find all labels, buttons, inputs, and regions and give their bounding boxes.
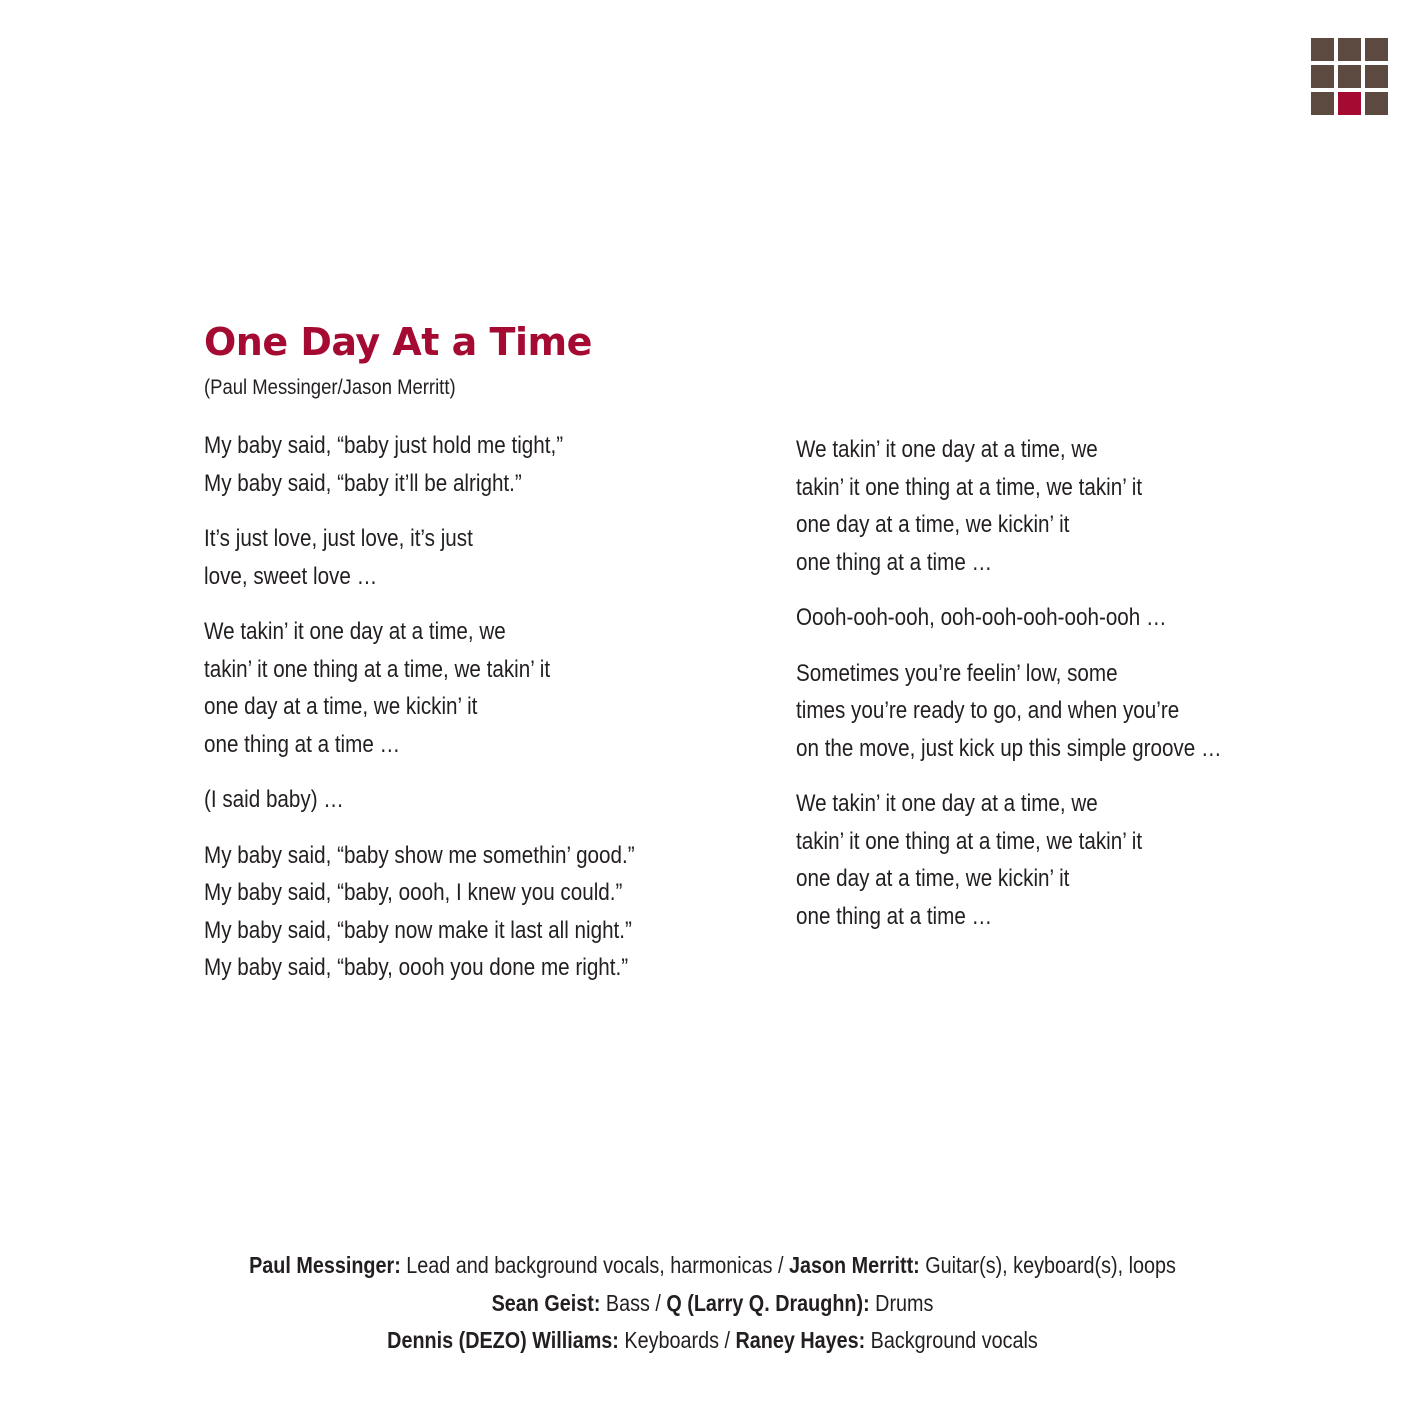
musician-role: Bass / xyxy=(600,1289,667,1316)
personnel-line xyxy=(100,1322,1326,1360)
lyric-line: takin’ it one thing at a time, we takin’ it xyxy=(796,473,1143,501)
lyric-line: My baby said, “baby, oooh you done me right.” xyxy=(204,954,629,981)
logo-square xyxy=(1365,65,1388,88)
lyric-line: We takin’ it one day at a time, we xyxy=(796,790,1098,817)
lyric-line: one thing at a time … xyxy=(796,902,993,930)
logo-square xyxy=(1365,92,1388,115)
musician-name: Dennis (DEZO) Williams: xyxy=(387,1327,619,1353)
lyric-line: Sometimes you’re feelin’ low, some xyxy=(796,659,1118,687)
song-title: One Day At a Time xyxy=(204,320,592,364)
musician-role: Guitar(s), keyboard(s), loops xyxy=(919,1252,1176,1278)
lyric-line: My baby said, “baby, oooh, I knew you could.” xyxy=(204,879,623,906)
logo-square xyxy=(1338,92,1361,115)
lyric-line: It’s just love, just love, it’s just xyxy=(204,525,473,552)
musician-role: Keyboards / xyxy=(618,1327,736,1353)
musician-role: Background vocals xyxy=(865,1327,1038,1353)
logo-square xyxy=(1311,65,1334,88)
lyric-stanza xyxy=(796,785,1291,935)
lyric-stanza xyxy=(796,431,1291,581)
musician-role: Lead and background vocals, harmonicas / xyxy=(400,1252,789,1278)
grid-logo-icon xyxy=(1311,38,1389,116)
lyric-line: one day at a time, we kickin’ it xyxy=(796,511,1070,538)
logo-square xyxy=(1365,38,1388,61)
lyric-line: We takin’ it one day at a time, we xyxy=(796,436,1098,463)
lyric-line: My baby said, “baby just hold me tight,” xyxy=(204,432,564,459)
musician-name: Q (Larry Q. Draughn): xyxy=(666,1289,870,1316)
lyric-line: takin’ it one thing at a time, we takin’ it xyxy=(796,827,1143,855)
musician-role: Drums xyxy=(869,1289,934,1316)
lyric-line: Oooh-ooh-ooh, ooh-ooh-ooh-ooh-ooh … xyxy=(796,604,1167,631)
lyric-line: one day at a time, we kickin’ it xyxy=(204,693,478,720)
lyric-line: on the move, just kick up this simple groove … xyxy=(796,734,1222,762)
lyric-line: love, sweet love … xyxy=(204,562,378,590)
logo-square xyxy=(1311,38,1334,61)
lyric-stanza xyxy=(204,613,705,763)
lyric-line: one day at a time, we kickin’ it xyxy=(796,865,1070,892)
logo-square xyxy=(1311,92,1334,115)
logo-square xyxy=(1338,38,1361,61)
musician-name: Raney Hayes: xyxy=(735,1327,866,1353)
lyric-line: one thing at a time … xyxy=(796,548,993,576)
lyric-stanza xyxy=(796,599,1291,637)
lyric-line: (I said baby) … xyxy=(204,786,344,813)
lyrics-column-right xyxy=(796,431,1291,953)
lyric-stanza xyxy=(204,427,705,502)
musician-name: Jason Merritt: xyxy=(788,1252,920,1278)
lyrics-column-left xyxy=(204,427,705,1005)
lyric-line: takin’ it one thing at a time, we takin’ it xyxy=(204,655,551,683)
personnel-credits xyxy=(0,1247,1425,1360)
lyric-line: times you’re ready to go, and when you’re xyxy=(796,697,1180,724)
personnel-line xyxy=(100,1247,1326,1285)
lyric-line: one thing at a time … xyxy=(204,730,401,758)
lyric-line: We takin’ it one day at a time, we xyxy=(204,618,506,645)
lyric-stanza xyxy=(204,520,705,595)
lyric-line: My baby said, “baby it’ll be alright.” xyxy=(204,469,522,497)
lyric-stanza xyxy=(796,655,1291,768)
musician-name: Sean Geist: xyxy=(491,1289,601,1316)
lyric-line: My baby said, “baby now make it last all night.” xyxy=(204,916,632,944)
lyric-stanza xyxy=(204,781,705,819)
personnel-line xyxy=(100,1285,1326,1323)
lyric-line: My baby said, “baby show me somethin’ good.” xyxy=(204,841,635,869)
musician-name: Paul Messinger: xyxy=(249,1252,401,1278)
songwriter-credits: (Paul Messinger/Jason Merritt) xyxy=(204,376,456,399)
logo-square xyxy=(1338,65,1361,88)
lyric-stanza xyxy=(204,837,705,987)
